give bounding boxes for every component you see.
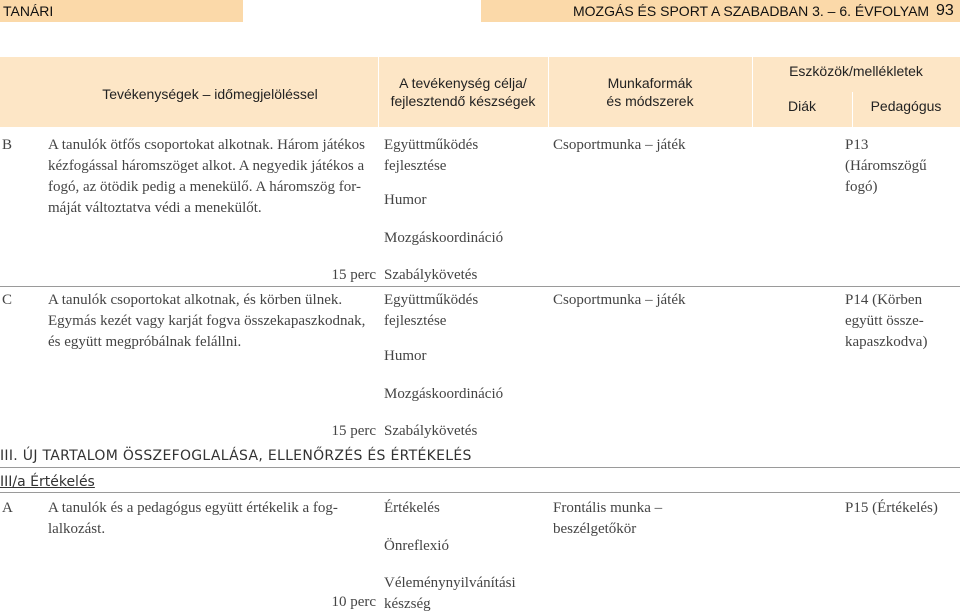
- row-divider: [0, 467, 960, 468]
- goals-cell: [384, 290, 549, 332]
- attachment-line: kapaszkodva): [845, 334, 928, 350]
- attachment-line: P14 (Körben: [845, 292, 923, 308]
- table-header: [0, 57, 960, 127]
- goal-item: készség: [384, 596, 431, 612]
- col-methods-header-line2: és módszerek: [606, 93, 694, 109]
- page-number: 93: [936, 2, 954, 19]
- method-line: beszélgetőkör: [553, 521, 637, 537]
- goal-item: Mozgáskoordináció: [384, 386, 504, 402]
- header-left-label: TANÁRI: [0, 0, 243, 22]
- time-label: 15 perc: [331, 423, 376, 439]
- row-letter: B: [2, 137, 13, 153]
- activity-line: és együtt megpróbálnak felállni.: [48, 334, 242, 350]
- attachment-line: (Háromszögű: [845, 158, 927, 174]
- col-methods-header: [548, 74, 752, 110]
- goal-item: Mozgáskoordináció: [384, 230, 504, 246]
- goal-item: Önreflexió: [384, 538, 449, 554]
- goal-item: Humor: [384, 192, 427, 208]
- attachment-line: fogó): [845, 179, 878, 195]
- attachment-line: együtt össze-: [845, 313, 924, 329]
- activity-line: máját változtatva védi a menekülőt.: [48, 200, 262, 216]
- header-title: MOZGÁS ÉS SPORT A SZABADBAN 3. – 6. ÉVFOLYAM: [573, 3, 930, 19]
- row-divider: [0, 286, 960, 287]
- row-divider: [0, 492, 960, 493]
- section-title: III. ÚJ TARTALOM ÖSSZEFOGLALÁSA, ELLENŐRZÉS ÉS ÉRTÉKELÉS: [0, 448, 472, 464]
- time-label: 15 perc: [331, 267, 376, 283]
- row-letter: C: [2, 292, 13, 308]
- activity-line: lalkozást.: [48, 521, 106, 537]
- attachment-line: P13: [845, 137, 869, 153]
- goal-item: fejlesztése: [384, 158, 447, 174]
- teacher-attachment: [845, 290, 960, 353]
- activity-line: A tanulók és a pedagógus együtt értékelik a fog-: [48, 500, 338, 516]
- goal-item: Humor: [384, 348, 427, 364]
- method-cell: [553, 498, 743, 540]
- goal-item: Értékelés: [384, 500, 440, 516]
- activity-line: A tanulók csoportokat alkotnak, és körben ülnek.: [48, 292, 343, 308]
- header-right-band: [481, 0, 960, 22]
- col-goals-header-line2: fejlesztendő készségek: [390, 93, 536, 109]
- activity-line: kézfogással háromszöget alkot. A negyedik játékos a: [48, 158, 365, 174]
- goal-item: Együttműködés: [384, 137, 479, 153]
- activity-line: Egymás kezét vagy karját fogva összekapaszkodnak,: [48, 313, 366, 329]
- goal-item: Együttműködés: [384, 292, 479, 308]
- time-label: 10 perc: [331, 594, 376, 610]
- col-goals-header-line1: A tevékenység célja/: [399, 75, 527, 91]
- col-teacher-header: Pedagógus: [870, 98, 942, 114]
- activity-line: A tanulók ötfős csoportokat alkotnak. Három játékos: [48, 137, 366, 153]
- goals-cell: [384, 135, 549, 177]
- goal-item: Szabálykövetés: [384, 423, 478, 439]
- goals-cell: [384, 573, 549, 615]
- col-tools-header: Eszközök/mellékletek: [789, 63, 923, 79]
- goal-item: Szabálykövetés: [384, 267, 478, 283]
- col-student-header: Diák: [787, 98, 816, 114]
- method-label: Csoportmunka – játék: [553, 137, 686, 153]
- teacher-attachment: [845, 135, 960, 198]
- row-letter: A: [2, 500, 13, 516]
- activity-text: [48, 290, 378, 353]
- activity-line: fogó, az ötödik pedig a menekülő. A háromszög for-: [48, 179, 361, 195]
- section-subtitle: III/a Értékelés: [0, 474, 95, 490]
- goal-item: Véleménynyilvánítási: [384, 575, 516, 591]
- method-line: Frontális munka –: [553, 500, 663, 516]
- col-goals-header: [378, 74, 548, 110]
- col-methods-header-line1: Munkaformák: [607, 75, 693, 91]
- activity-text: [48, 498, 378, 540]
- page-header: [0, 0, 960, 22]
- method-label: Csoportmunka – játék: [553, 292, 686, 308]
- activity-text: [48, 135, 378, 219]
- col-activities-header: Tevékenységek – időmegjelöléssel: [102, 86, 318, 102]
- goal-item: fejlesztése: [384, 313, 447, 329]
- teacher-attachment: P15 (Értékelés): [845, 500, 938, 516]
